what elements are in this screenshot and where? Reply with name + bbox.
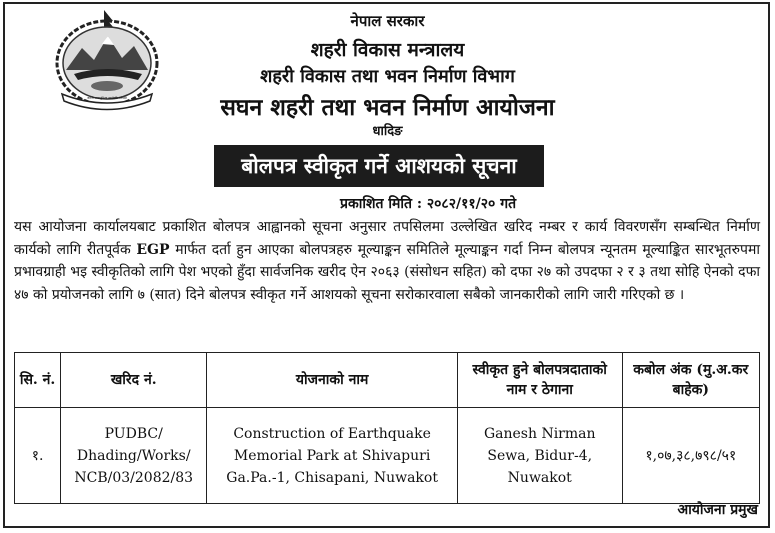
district-name: धादिङ xyxy=(372,124,403,139)
cell-procurement-no: PUDBC/ Dhading/Works/ NCB/03/2082/83 xyxy=(61,408,207,504)
table-header-row xyxy=(15,353,760,408)
signature-title: आयोजना प्रमुख xyxy=(677,502,758,518)
header-bidder: स्वीकृत हुने बोलपत्रदाताको नाम र ठेगाना xyxy=(457,353,622,408)
notice-body-egp: EGP xyxy=(136,241,170,258)
table-row xyxy=(15,408,760,504)
notice-title: बोलपत्र स्वीकृत गर्ने आशयको सूचना xyxy=(241,153,517,178)
ministry-name: शहरी विकास मन्त्रालय xyxy=(310,39,465,61)
notice-body xyxy=(14,216,760,306)
cell-project-name: Construction of Earthquake Memorial Park at Shivapuri Ga.Pa.-1, Chisapani, Nuwakot xyxy=(207,408,458,504)
published-date: प्रकाशित मिति : २०८२/११/२० गते xyxy=(340,196,517,212)
bid-table xyxy=(14,352,760,504)
header-amount: कबोल अंक (मु.अ.कर बाहेक) xyxy=(622,353,759,408)
notice-title-banner xyxy=(214,145,544,187)
notice-body-part1: यस आयोजना कार्यालयबाट प्रकाशित बोलपत्र आह्वानको सूचना अनुसार तपसिलमा उल्लेखित खरिद नम्बर र कार्य विवरणसँग सम्बन्धित निर्माण कार्यको लागि रीतपूर्वक xyxy=(14,219,760,258)
cell-amount: १,०७,३८,७९८/५१ xyxy=(622,408,759,504)
government-name: नेपाल सरकार xyxy=(350,12,425,30)
cell-sn: १. xyxy=(15,408,61,504)
header-project-name: योजनाको नाम xyxy=(207,353,458,408)
department-name: शहरी विकास तथा भवन निर्माण विभाग xyxy=(260,66,515,87)
cell-bidder: Ganesh Nirman Sewa, Bidur-4, Nuwakot xyxy=(457,408,622,504)
header-procurement-no: खरिद नं. xyxy=(61,353,207,408)
header-sn: सि. नं. xyxy=(15,353,61,408)
emblem-motto: जननी जन्मभूमिश्च स्वर्गादपि गरीयसी xyxy=(87,96,127,100)
notice-body-part2: मार्फत दर्ता हुन आएका बोलपत्रहरु मूल्याङ्कन समितिले मूल्याङ्कन गर्दा निम्न बोलपत्र न्यूनतम मूल्याङ्कित सारभूतरुपमा प्रभावग्राही भइ स्वीकृतिको लागि पेश भएको हुँदा सार्वजनिक खरीद ऐन २०६३ (संसोधन सहित) को दफा २७ को उपदफा २ र ३ तथा सोहि ऐनको दफा ४७ को प्रयोजनको लागि ७ (सात) दिने बोलपत्र स्वीकृत गर्ने आशयको सूचना सरोकारवाला सबैको जानकारीको लागि जारी गरिएको छ । xyxy=(14,241,760,303)
project-office-name: सघन शहरी तथा भवन निर्माण आयोजना xyxy=(220,94,555,121)
